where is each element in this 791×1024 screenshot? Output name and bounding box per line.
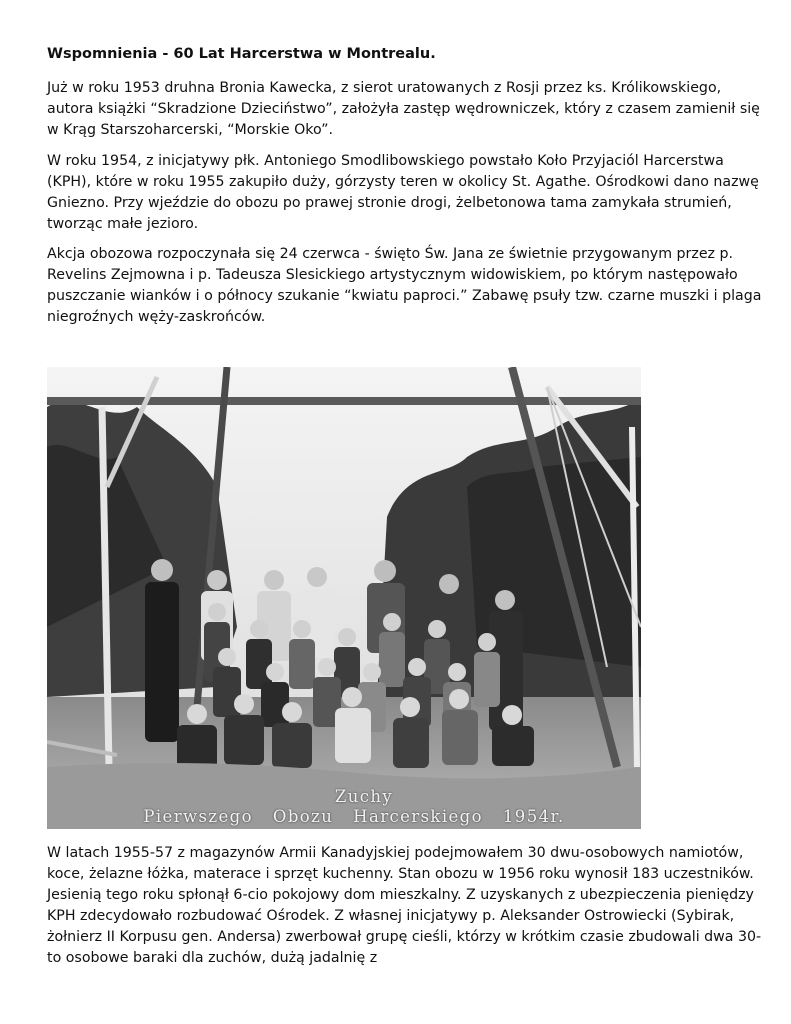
- paragraph-3: Akcja obozowa rozpoczynała się 24 czerwca - święto Św. Jana ze świetnie przygowanym przez p. Revelins Zejmowna i p. Tadeusza Slesickiego artystycznym widowiskiem, po którym następowało puszczanie wianków i o północy szukanie “kwiatu paproci.” Zabawę psuły tzw. czarne muszki i plaga niegroźnych węży-zaskrońców.: [47, 246, 762, 325]
- group-photo: [47, 367, 641, 829]
- group-photo-illustration: [47, 367, 641, 829]
- photo-caption-line-1: Zuchy: [334, 787, 394, 806]
- paragraph-4: W latach 1955-57 z magazynów Armii Kanadyjskiej podejmowałem 30 dwu-osobowych namiotów, koce, żelazne łóżka, materace i sprzęt kuchenny. Stan obozu w 1956 roku wynosił 183 uczestników. Jesienią tego roku spłonął 6-cio pokojowy dom mieszkalny. Z uzyskanych z ubezpieczenia pieniędzy KPH zdecydowało rozbudować Ośrodek. Z własnej inicjatywy p. Aleksander Ostrowiecki (Sybirak, żołnierz II Korpusu gen. Andersa) zwerbował grupę cieśli, którzy w krótkim czasie zbudowali dwa 30-to osobowe baraki dla zuchów, dużą jadalnię z: [47, 845, 762, 966]
- paragraph-2: W roku 1954, z inicjatywy płk. Antoniego Smodlibowskiego powstało Koło Przyjaciól Harcerstwa (KPH), które w roku 1955 zakupiło duży, górzysty teren w okolicy St. Agathe. Ośrodkowi dano nazwę Gniezno. Przy wjeździe do obozu po prawej stronie drogi, żelbetonowa tama zamykała strumień, tworząc małe jezioro.: [47, 153, 759, 232]
- document-title: Wspomnienia - 60 Lat Harcerstwa w Montrealu.: [47, 46, 436, 62]
- photo-caption-line-2: Pierwszego Obozu Harcerskiego 1954r.: [143, 807, 565, 826]
- paragraph-1: Już w roku 1953 druhna Bronia Kawecka, z sierot uratowanych z Rosji przez ks. Królikowskiego, autora książki “Skradzione Dzieciństwo”, założyła zastęp wędrowniczek, który z czasem zamienił się w Krąg Starszoharcerski, “Morskie Oko”.: [47, 80, 760, 138]
